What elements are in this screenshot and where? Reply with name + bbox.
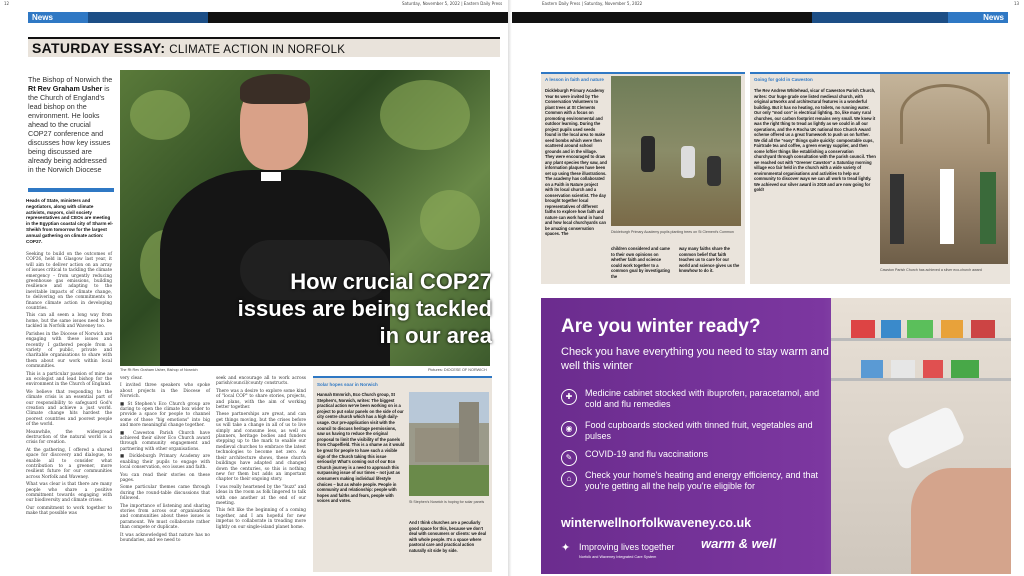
ad-item-vaccine <box>561 449 821 460</box>
body-column-2 <box>120 376 210 545</box>
church-photo <box>409 392 489 496</box>
intro-text <box>28 75 114 174</box>
ad-footer <box>561 542 675 552</box>
paragraph: Parishes in the Diocese of Norwich are engaging with these issues and recently I gathered people from a variety of public, private and charitable organisations to share with them about our work within local communities. <box>26 331 112 370</box>
ad-footer-text: Improving lives together <box>579 542 675 552</box>
panel1-text: Dickleburgh Primary Academy Year 6s were invited by The Conservation Volunteers to plant trees at St Clements Common with a focus on promoting environmental and outdoor learning. During the project pupils used seeds found in the local area to make seed bombs which were then scattered around school grounds and in the village. They were encouraged to draw any plant species they saw, and information plaques have been set up using these illustrations. The academy has collaborated on a Faith in Nature project with its local church and a conservation scientist. The day brought together local representatives of different faiths to explore how faith and nature can work hand in hand and how local churchyards can be amazing conservation spaces. The <box>545 88 607 236</box>
ad-item-text: COVID-19 and flu vaccinations <box>585 449 709 459</box>
warm-well-logo: warm & well <box>701 536 777 551</box>
paragraph: very clear. <box>120 376 143 381</box>
intro-post: is the Church of England's lead bishop on the environment. He looks ahead to the crucial COP27 conference and discusses how key issues being discussed are already being addressed in the Norwich Diocese <box>28 84 111 174</box>
section-bar-dark <box>208 12 512 23</box>
body-column-1 <box>26 252 112 519</box>
paragraph: We believe that responding to the climate crisis is an essential part of our responsibility to safeguard God's creation and achieve a just world. Climate change hits hardest the poorest countries and poorest people of the world. <box>26 389 112 428</box>
caweston-panel <box>750 72 1010 284</box>
vaccine-icon: ✎ <box>561 450 577 466</box>
paragraph: This is a particular passion of mine as an ecologist and lead bishop for the environment in the Church of England. <box>26 371 112 388</box>
paragraph: ■ Dickleburgh Primary Academy are enabling their pupils to engage with local conservation, eco issues and faith. <box>120 454 210 471</box>
page-number: 12 <box>4 1 10 6</box>
sidebar-text-2: And I think churches are a peculiarly good space for this, because we don't deal with consumers or clients: we deal with whole people. It's a space where pastoral care and practical action naturally sit side by side. <box>409 520 487 553</box>
paragraph: The importance of listening and sharing stories from across our organisations and communities about these issues is paramount. We must collaborate rather than compete or duplicate. <box>120 503 210 531</box>
section-bar-dark-right <box>512 12 812 23</box>
essay-banner <box>28 37 500 57</box>
paragraph: This felt like the beginning of a coming together, and I am hopeful for new impetus to collaborate in treading more lightly on our single-island planet home. <box>216 508 306 530</box>
paragraph: These partnerships are great, and can get things moving, but the crises before us will take a change in all of us to live simply and consume less, as well as planners, heritage bodies and funders stepping up to the mark to enable our medieval churches to embrace the latest technologies to become net zero. As their architecture shows, these church buildings have adapted and changed down the centuries, so this is nothing new for them but adds an important chapter to their ongoing story. <box>216 412 306 483</box>
paragraph: Some particular themes came through during the round-table discussions that followed. <box>120 485 210 502</box>
paragraph: This can all seem a long way from home, but the same issues need to be tackled in Norfolk and Waveney too. <box>26 313 112 330</box>
paragraph: Our commitment to work together to make that possible was <box>26 505 112 517</box>
ad-item-food <box>561 420 821 442</box>
photo-caption: The Rt Rev Graham Usher, Bishop of Norwich <box>120 368 198 372</box>
people-icon: ✦ <box>561 542 571 554</box>
panel2-heading: Going for gold in Caweston <box>754 77 813 82</box>
headline: How crucial COP27 issues are being tackled in our area <box>237 269 492 348</box>
section-label-right: News <box>948 12 1008 23</box>
panel1-text-3: way many faiths share the common belief that faith teaches us to care for our world and science gives us the knowhow to do it. <box>679 246 740 273</box>
solar-sidebar <box>313 376 492 572</box>
essay-label: SATURDAY ESSAY: <box>32 40 166 56</box>
paragraph: I was really heartened by the "buzz" and ideas in the room as folk lingered to talk with one another at the end of our meeting. <box>216 484 306 506</box>
ad-footer-sub: Norfolk and Waveney Integrated Care System <box>579 555 657 559</box>
sidebar-text: Hannah Emmrich, Eco Church group, St Stephen's, Norwich, writes: The biggest practical action we've been working on is a project to put solar panels on the side of our city centre church which has a high daily-usage. Our pre-application visit with the council to discuss heritage permissions, saw us having to reduce the original proposal to limit the visibility of the panels from Chapelfield. This is a shame as it would be great for people to have such a visible sign of the Church taking this issue seriously! What's coming out of our Eco Church journey is a need to approach this surpassing issue of our times – not just as consumers making individual lifestyle choices – but as whole people. People in community and relationship: people with hopes and faiths and fears, people with voices and votes. <box>317 392 405 504</box>
medicine-icon: ✚ <box>561 389 577 405</box>
photo-credit: Pictures: DIOCESE OF NORWICH <box>428 368 487 372</box>
faith-nature-panel <box>541 72 745 284</box>
paragraph: Seeking to build on the outcomes of COP26, held in Glasgow last year, it will aim to deliver action on an array of issues critical to tackling the climate emergency – from urgently reducing greenhouse gas emissions, building resilience and adapting to the inevitable impacts of climate change, to delivering on the commitments to finance climate action in developing countries. <box>26 252 112 312</box>
paragraph: Meanwhile, the widespread destruction of the natural world is a crisis for creation. <box>26 429 112 446</box>
panel2-text: The Rev Andrew Whitehead, vicar of Caweston Parish Church, writes: Our huge grade one listed medieval church, with original artworks and architectural features is a wonderful building. But it has no heating, no toilets, no running water. Our only "mod con" is electrical lighting. So, like many rural churches, our carbon footprint remains very small. We knew it was the right thing to tread as lightly as we could in all our operations, and the A Rocha UK national Eco Church Award scheme offered us a great framework to push us on further. We did all the "easy" things quite quickly: compostable cups, Fairtrade tea and coffee, a green energy supplier, and then some loftier things like establishing a conservation churchyard through consultation with the parish council. Then we reached out with "Greener Cawston" a Saturday morning village eco fair held in the church with a wide variety of environmental organisations and activities to help our community to discover ways we can all work to tread lightly. We achieved our silver award in 2019 and are now going for gold! <box>754 88 876 192</box>
ad-subtitle: Check you have everything you need to stay warm and well this winter <box>561 346 829 372</box>
essay-topic: CLIMATE ACTION IN NORFOLK <box>169 44 346 56</box>
panel2-caption: Cawston Parish Church has achieved a silver eco-church award <box>880 268 982 272</box>
panel1-heading: A lesson in faith and nature <box>545 77 604 82</box>
sidebar-caption: St Stephen's Norwich is hoping for solar panels <box>409 500 485 504</box>
paragraph: There was a desire to explore some kind of "local COP" to share stories, projects, and plans, with the aim of working better together. <box>216 388 306 411</box>
ad-item-text: Medicine cabinet stocked with ibuprofen, paracetamol, and cold and flu remedies <box>585 388 820 409</box>
body-column-3 <box>216 376 306 532</box>
caweston-church-photo <box>880 74 1008 264</box>
paragraph: You can read their stories on these pages. <box>120 472 210 483</box>
ad-url[interactable]: winterwellnorfolkwaveney.co.uk <box>561 516 752 530</box>
section-label: News <box>28 12 88 23</box>
paragraph: It was acknowledged that nature has no boundaries, and we need to <box>120 532 210 543</box>
paragraph: I invited three speakers who spoke about projects in the Diocese of Norwich. <box>120 383 210 400</box>
page-number-right: 13 <box>1014 1 1020 6</box>
ad-item-heating <box>561 470 821 492</box>
standfirst: Heads of State, ministers and negotiators, along with climate activists, mayors, civil society representatives and CEOs are meeting in the Egyptian coastal city of Sharm el-Sheikh from tomorrow for the largest annual gathering on climate action: COP27. <box>26 198 114 244</box>
ad-item-text: Food cupboards stocked with tinned fruit, vegetables and pulses <box>585 420 813 441</box>
ad-item-medicine <box>561 388 821 410</box>
paragraph: ■ Caweston Parish Church have achieved their silver Eco Church award through community engagement and partnering with other organisations. <box>120 430 210 452</box>
paragraph: At the gathering, I offered a shared space for discovery and dialogue, to enable all to consider what contribution to a greener, more resilient future for our communities across Norfolk and Waveney. <box>26 447 112 480</box>
ad-item-text: Check your home's heating and energy efficiency, and that you're getting all the help you're eligible for <box>585 470 819 491</box>
intro-rule <box>28 188 114 192</box>
ad-title: Are you winter ready? <box>561 316 761 337</box>
panel1-text-2: children considered and came to their own opinions on whether faith and science could work together to a common goal by investigating the <box>611 246 670 279</box>
winter-ready-ad[interactable] <box>541 298 1011 574</box>
paragraph: ■ St Stephen's Eco Church group are daring to open the climate box wider to provide a space for people to channel some of those "big emotions" into big and more meaningful change together. <box>120 401 210 429</box>
intro-name: Rt Rev Graham Usher <box>28 84 103 93</box>
folio-date: Saturday, November 5, 2022 | Eastern Daily Press <box>402 1 503 6</box>
pharmacy-photo <box>831 298 1011 574</box>
paragraph: What was clear is that there are many people who share a positive commitment towards engaging with our biodiversity and climate crises. <box>26 482 112 504</box>
intro-pre: The Bishop of Norwich the <box>28 75 113 84</box>
panel1-caption: Dickleburgh Primary Academy pupils planting trees on St Clement's Common <box>611 230 734 234</box>
home-icon: ⌂ <box>561 471 577 487</box>
paragraph: seek and encourage all to work across parish/council/county constructs. <box>216 376 306 387</box>
pupils-photo <box>611 76 741 226</box>
food-icon: ◉ <box>561 421 577 437</box>
sidebar-heading: Solar hopes soar in Norwich <box>317 382 378 387</box>
folio-date-right: Eastern Daily Press | Saturday, November 5, 2022 <box>542 1 643 6</box>
